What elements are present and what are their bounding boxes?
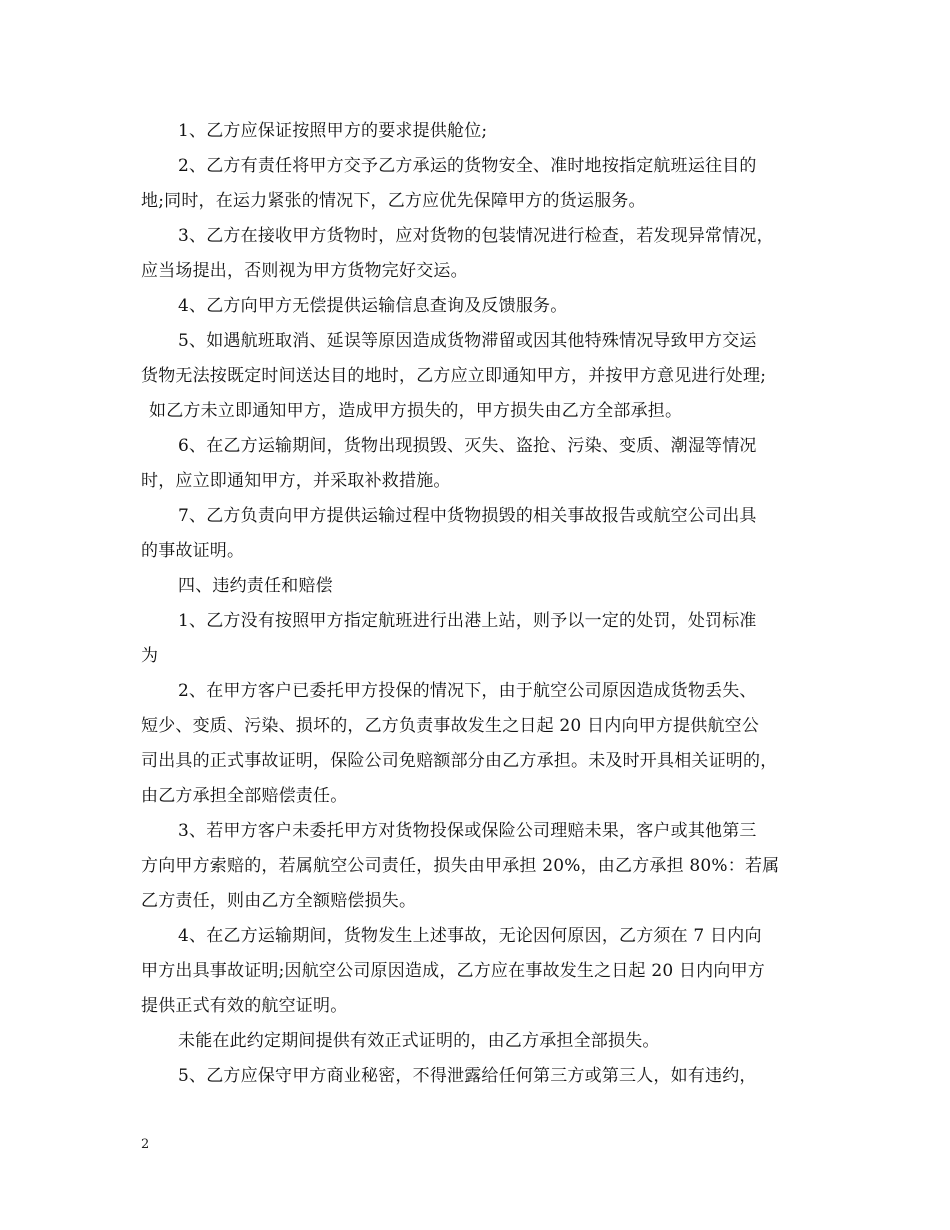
text-line: 由乙方承担全部赔偿责任。: [141, 786, 348, 806]
text-line: 方向甲方索赔的，若属航空公司责任，损失由甲承担 20%，由乙方承担 80%：若属: [141, 856, 780, 876]
text-line: 1、乙方应保证按照甲方的要求提供舱位;: [178, 121, 488, 141]
text-line: 5、如遇航班取消、延误等原因造成货物滞留或因其他特殊情况导致甲方交运: [178, 331, 757, 351]
text-line: 短少、变质、污染、损坏的，乙方负责事故发生之日起 20 日内向甲方提供航空公: [141, 716, 760, 736]
text-line: 时，应立即通知甲方，并采取补救措施。: [141, 471, 451, 491]
text-line: 提供正式有效的航空证明。: [141, 996, 348, 1016]
text-line: 如乙方未立即通知甲方，造成甲方损失的，甲方损失由乙方全部承担。: [149, 401, 683, 421]
text-line: 6、在乙方运输期间，货物出现损毁、灭失、盗抢、污染、变质、潮湿等情况: [178, 436, 757, 456]
text-line: 的事故证明。: [141, 541, 245, 561]
text-line: 地;同时，在运力紧张的情况下，乙方应优先保障甲方的货运服务。: [141, 191, 646, 211]
text-line: 甲方出具事故证明;因航空公司原因造成，乙方应在事故发生之日起 20 日内向甲方: [141, 961, 765, 981]
text-line: 应当场提出，否则视为甲方货物完好交运。: [141, 261, 468, 281]
text-line: 为: [141, 646, 159, 666]
text-line: 乙方责任，则由乙方全额赔偿损失。: [141, 891, 417, 911]
page-number: 2: [141, 1137, 150, 1152]
text-line: 3、若甲方客户未委托甲方对货物投保或保险公司理赔未果，客户或其他第三: [178, 821, 757, 841]
text-line: 7、乙方负责向甲方提供运输过程中货物损毁的相关事故报告或航空公司出具: [178, 506, 757, 526]
text-line: 货物无法按既定时间送达目的地时，乙方应立即通知甲方，并按甲方意见进行处理;: [141, 366, 767, 386]
text-line: 5、乙方应保守甲方商业秘密，不得泄露给任何第三方或第三人，如有违约，: [178, 1066, 757, 1086]
text-line: 4、在乙方运输期间，货物发生上述事故，无论因何原因，乙方须在 7 日内向: [178, 926, 762, 946]
text-line: 1、乙方没有按照甲方指定航班进行出港上站，则予以一定的处罚，处罚标准: [178, 611, 757, 631]
section-heading: 四、违约责任和赔偿: [178, 576, 333, 596]
text-line: 4、乙方向甲方无偿提供运输信息查询及反馈服务。: [178, 296, 568, 316]
text-line: 司出具的正式事故证明，保险公司免赔额部分由乙方承担。未及时开具相关证明的，: [141, 751, 778, 771]
text-line: 未能在此约定期间提供有效正式证明的，由乙方承担全部损失。: [178, 1031, 660, 1051]
text-line: 3、乙方在接收甲方货物时，应对货物的包装情况进行检查，若发现异常情况，: [178, 226, 774, 246]
text-line: 2、乙方有责任将甲方交予乙方承运的货物安全、准时地按指定航班运往目的: [178, 156, 757, 176]
text-line: 2、在甲方客户已委托甲方投保的情况下，由于航空公司原因造成货物丢失、: [178, 681, 757, 701]
